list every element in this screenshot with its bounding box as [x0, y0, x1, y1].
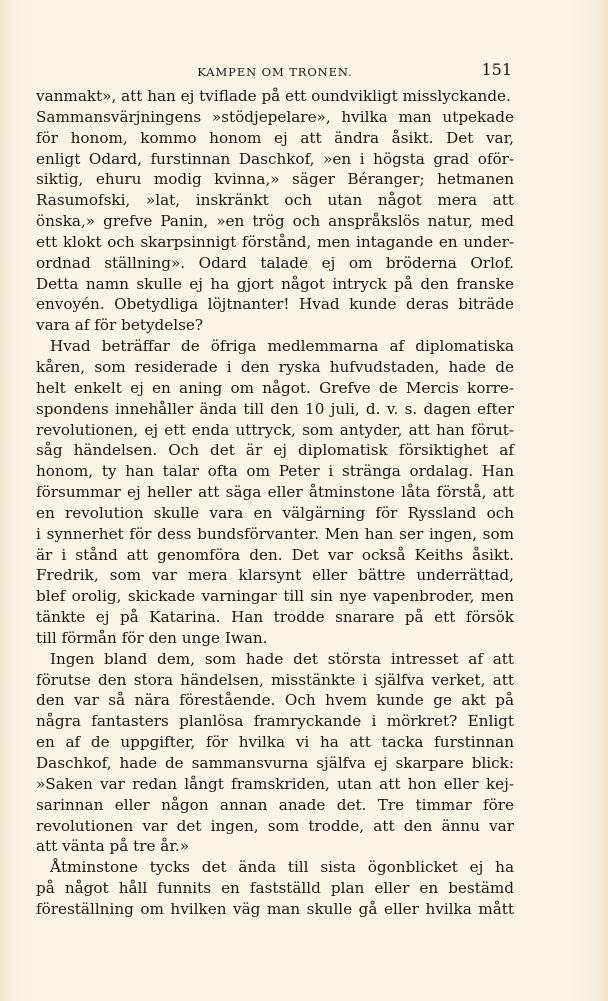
text-line: tänkte ej på Katarina. Han trodde snarare på ett försök: [36, 608, 514, 627]
text-line: enligt Odard, furstinnan Daschkof, »en i högsta grad oför-: [36, 149, 514, 168]
text-line: Hvad beträffar de öfriga medlemmarna af diplomatiska: [50, 337, 514, 356]
text-line: Ingen bland dem, som hade det största intresset af att: [50, 649, 514, 668]
text-line: helt enkelt ej en aning om något. Grefve de Mercis korre-: [36, 378, 514, 397]
text-line: sarinnan eller någon annan anade det. Tre timmar före: [36, 795, 514, 814]
text-line: på något håll funnits en fastställd plan eller en bestämd: [36, 879, 514, 898]
text-line: den var så nära förestående. Och hvem kunde ge akt på: [36, 691, 514, 710]
text-line: en revolution skulle vara en välgärning för Ryssland och: [36, 503, 514, 522]
text-line: vara af för betydelse?: [36, 316, 204, 335]
text-line: vanmakt», att han ej tviflade på ett oundvikligt misslyckande.: [36, 87, 511, 105]
text-line: envoyén. Obetydliga löjtnanter! Hvad kunde deras biträde: [36, 295, 514, 314]
running-head: KAMPEN OM TRONEN.: [197, 65, 353, 79]
text-line: Åtminstone tycks det ända till sista ögonblicket ej ha: [50, 858, 514, 877]
text-line: spondens innehåller ända till den 10 juli, d. v. s. dagen efter: [36, 399, 514, 418]
text-line: siktig, ehuru modig kvinna,» säger Béranger; hetmanen: [36, 170, 514, 189]
text-line: kåren, som residerade i den ryska hufvudstaden, hade de: [36, 357, 514, 376]
text-line: Daschkof, hade de sammansvurna själfva ej skarpare blick:: [36, 754, 514, 772]
page-header: [36, 60, 514, 82]
text-line: några fantasters planlösa framryckande i mörkret? Enligt: [36, 712, 514, 731]
text-line: Fredrik, som var mera klarsynt eller bättre underrättad,: [36, 566, 514, 585]
text-line: Rasumofski, »lat, inskränkt och utan något mera att: [36, 191, 514, 210]
text-line: såg händelsen. Och det är ej diplomatisk försiktighet af: [36, 441, 514, 460]
text-line: förutse den stora händelsen, misstänkte i själfva verket, att: [36, 670, 514, 689]
text-line: revolutionen var det ingen, som trodde, att den ännu var: [36, 816, 514, 835]
text-line: är i stånd att genomföra den. Det var också Keiths åsikt.: [36, 545, 514, 564]
text-line: blef orolig, skickade varningar till sin nye vapenbroder, men: [36, 587, 514, 606]
body-text: [36, 86, 514, 920]
text-line: en af de uppgifter, för hvilka vi ha att tacka furstinnan: [36, 733, 514, 752]
text-line: ett klokt och skarpsinnigt förstånd, men intagande en under-: [36, 232, 514, 251]
text-line: Detta namn skulle ej ha gjort något intryck på den franske: [36, 274, 514, 293]
text-line: ordnad ställning». Odard talade ej om bröderna Orlof.: [36, 253, 514, 272]
text-line: föreställning om hvilken väg man skulle gå eller hvilka mått: [36, 899, 514, 918]
text-line: till förmån för den unge Iwan.: [36, 628, 268, 647]
text-line: för honom, kommo honom ej att ändra åsikt. Det var,: [36, 128, 514, 147]
text-line: önska,» grefve Panin, »en trög och anspråkslös natur, med: [36, 212, 514, 231]
text-line: Sammansvärjningens »stödjepelare», hvilka man utpekade: [36, 107, 514, 126]
text-line: försummar ej heller att säga eller åtminstone låta förstå, att: [36, 483, 514, 502]
text-line: honom, ty han talar ofta om Peter i stränga ordalag. Han: [36, 462, 514, 481]
text-line: att vänta på tre år.»: [36, 837, 190, 856]
page-number: 151: [481, 60, 512, 79]
text-line: »Saken var redan långt framskriden, utan att hon eller kej-: [36, 774, 514, 793]
text-line: i synnerhet för dess bundsförvanter. Men han ser ingen, som: [36, 524, 514, 543]
text-line: revolutionen, ej ett enda uttryck, som antyder, att han förut-: [36, 420, 514, 439]
